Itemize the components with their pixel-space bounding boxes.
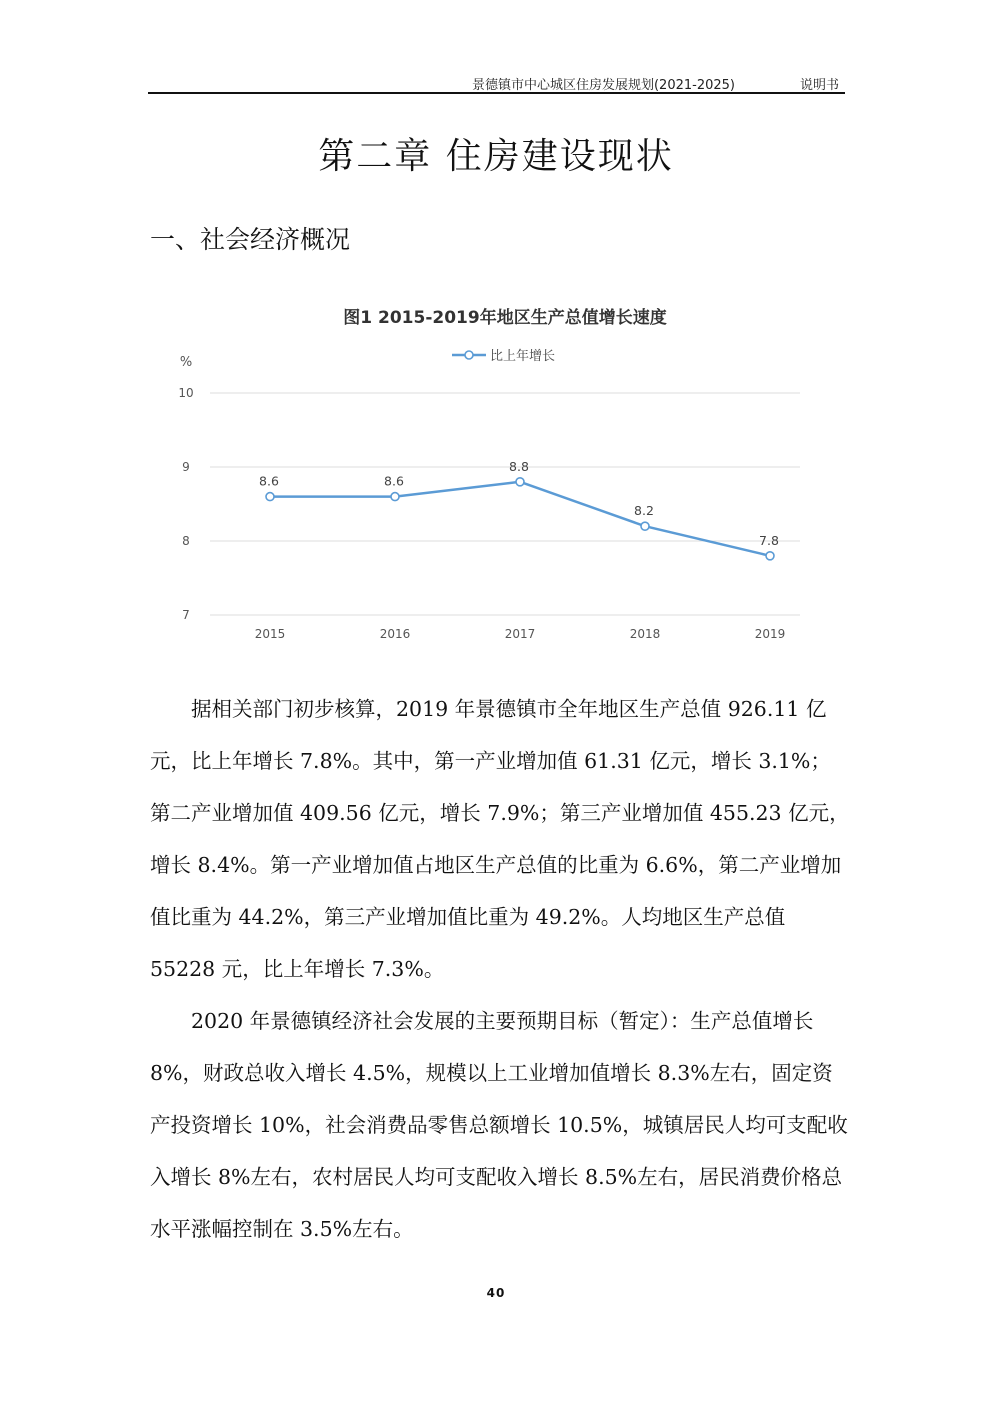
body-text [150, 683, 850, 1255]
y-tick-label: 7 [182, 608, 190, 622]
x-axis-ticks [255, 627, 786, 641]
paragraph-gdp-summary: 据相关部门初步核算，2019 年景德镇市全年地区生产总值 926.11 亿元，比上年增长 7.8%。其中，第一产业增加值 61.31 亿元，增长 3.1%；第二产业增加值 409.56 亿元，增长 7.9%；第三产业增加值 455.23 亿元，增长 8.4%。第一产业增加值占地区生产总值的比重为 6.6%，第二产业增加值比重为 44.2%，第三产业增加值比重为 49.2%。人均地区生产总值 55228 元，比上年增长 7.3%。 [150, 697, 850, 981]
gdp-growth-line-chart [160, 340, 840, 650]
header-divider [148, 92, 845, 94]
y-tick-label: 9 [182, 460, 190, 474]
data-point [641, 522, 649, 530]
y-axis-unit-label: % [179, 355, 193, 370]
chapter-title: 第二章 住房建设现状 [318, 136, 674, 177]
page-number: 40 [486, 1286, 506, 1300]
legend-label: 比上年增长 [490, 349, 556, 364]
data-point [766, 552, 774, 560]
x-tick-label: 2019 [754, 627, 786, 641]
data-point [391, 493, 399, 501]
paragraph-2020-targets: 2020 年景德镇经济社会发展的主要预期目标（暂定）：生产总值增长 8%，财政总收入增长 4.5%，规模以上工业增加值增长 8.3%左右，固定资产投资增长 10%，社会消费品零售总额增长 10.5%，城镇居民人均可支配收入增长 8%左右，农村居民人均可支配收入增长 8.5%左右，居民消费价格总水平涨幅控制在 3.5%左右。 [150, 1009, 848, 1241]
y-tick-label: 8 [182, 534, 190, 548]
data-point [516, 478, 524, 486]
chart-title: 图1 2015-2019年地区生产总值增长速度 [343, 308, 667, 328]
y-axis-ticks [178, 386, 193, 622]
data-label: 8.8 [509, 458, 529, 474]
x-tick-label: 2015 [254, 627, 286, 641]
data-label: 7.8 [759, 532, 779, 548]
data-label: 8.2 [634, 503, 654, 519]
data-label: 8.6 [259, 473, 279, 489]
x-tick-label: 2018 [629, 627, 661, 641]
series-line-growth [270, 482, 770, 556]
data-point [266, 493, 274, 501]
header-document-type: 说明书 [799, 78, 839, 93]
data-label: 8.6 [384, 473, 404, 489]
y-tick-label: 10 [178, 386, 194, 400]
data-labels [259, 459, 779, 548]
page-header [148, 72, 845, 92]
header-document-title: 景德镇市中心城区住房发展规划(2021-2025) [471, 78, 735, 93]
chart-legend [452, 348, 555, 364]
x-tick-label: 2016 [379, 627, 411, 641]
chart-gridlines [210, 393, 800, 615]
section-heading: 一、社会经济概况 [150, 225, 351, 254]
legend-marker [465, 351, 473, 359]
series-points [266, 478, 774, 560]
x-tick-label: 2017 [504, 627, 536, 641]
